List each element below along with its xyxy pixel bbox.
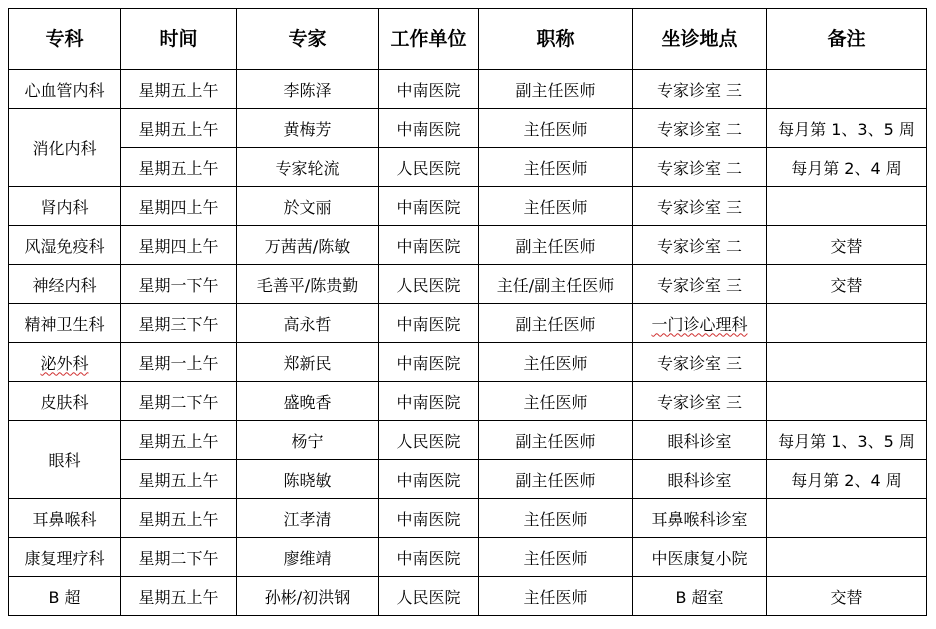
- title-text: 副主任医师: [515, 80, 596, 100]
- expert-text: 於文丽: [283, 197, 332, 217]
- table-row: [9, 109, 927, 148]
- location-text: 专家诊室 三: [656, 392, 743, 412]
- expert-cell: [237, 187, 379, 226]
- unit-text: 中南医院: [396, 119, 461, 139]
- time-text: 星期五上午: [138, 119, 219, 139]
- note-text: 交替: [830, 275, 863, 295]
- dept-cell: [9, 499, 121, 538]
- note-cell: [767, 460, 927, 499]
- time-text: 星期四上午: [138, 236, 219, 256]
- header-time: 时间: [121, 9, 237, 70]
- location-cell: [633, 226, 767, 265]
- title-cell: [479, 304, 633, 343]
- note-text: 每月第 1、3、5 周: [778, 431, 915, 451]
- title-text: 副主任医师: [515, 431, 596, 451]
- title-cell: [479, 421, 633, 460]
- header-title: 职称: [479, 9, 633, 70]
- note-cell: [767, 109, 927, 148]
- table-header: [9, 9, 927, 70]
- title-cell: [479, 109, 633, 148]
- location-text: 眼科诊室: [667, 470, 732, 490]
- expert-clinic-schedule-table: [8, 8, 927, 616]
- expert-text: 陈晓敏: [283, 470, 332, 490]
- time-cell: [121, 70, 237, 109]
- location-text: 一门诊心理科: [651, 314, 748, 334]
- location-cell: [633, 304, 767, 343]
- location-cell: [633, 538, 767, 577]
- dept-label: 消化内科: [32, 139, 97, 158]
- title-text: 副主任医师: [515, 470, 596, 490]
- note-text: 每月第 2、4 周: [791, 158, 902, 178]
- table-row: [9, 499, 927, 538]
- unit-cell: [379, 538, 479, 577]
- location-cell: [633, 421, 767, 460]
- note-text: 交替: [830, 236, 863, 256]
- expert-text: 盛晚香: [283, 392, 332, 412]
- expert-text: 郑新民: [283, 353, 332, 373]
- dept-label: 康复理疗科: [24, 548, 105, 568]
- table-row: [9, 460, 927, 499]
- table-row: [9, 421, 927, 460]
- title-cell: [479, 382, 633, 421]
- unit-cell: [379, 187, 479, 226]
- location-text: 专家诊室 二: [656, 158, 743, 178]
- time-cell: [121, 265, 237, 304]
- expert-text: 专家轮流: [275, 158, 340, 178]
- time-text: 星期五上午: [138, 158, 219, 178]
- expert-cell: [237, 577, 379, 616]
- location-text: B 超室: [675, 587, 724, 607]
- dept-cell: [9, 226, 121, 265]
- unit-text: 中南医院: [396, 353, 461, 373]
- time-cell: [121, 460, 237, 499]
- title-cell: [479, 538, 633, 577]
- location-text: 眼科诊室: [667, 431, 732, 451]
- dept-cell: [9, 577, 121, 616]
- unit-text: 人民医院: [396, 275, 461, 295]
- time-text: 星期三下午: [138, 314, 219, 334]
- unit-text: 中南医院: [396, 314, 461, 334]
- unit-text: 中南医院: [396, 80, 461, 100]
- dept-cell: [9, 265, 121, 304]
- time-cell: [121, 343, 237, 382]
- note-text: 交替: [830, 587, 863, 607]
- title-cell: [479, 265, 633, 304]
- time-text: 星期二下午: [138, 548, 219, 568]
- header-dept: 专科: [9, 9, 121, 70]
- note-cell: [767, 304, 927, 343]
- dept-label: 风湿免疫科: [24, 236, 105, 256]
- table-row: [9, 148, 927, 187]
- header-unit: 工作单位: [379, 9, 479, 70]
- location-text: 专家诊室 三: [656, 197, 743, 217]
- unit-cell: [379, 460, 479, 499]
- unit-text: 中南医院: [396, 548, 461, 568]
- expert-cell: [237, 109, 379, 148]
- location-text: 专家诊室 三: [656, 80, 743, 100]
- dept-cell: [9, 109, 121, 187]
- dept-label: 神经内科: [32, 275, 97, 295]
- location-text: 中医康复小院: [651, 548, 748, 568]
- time-cell: [121, 421, 237, 460]
- dept-label: 心血管内科: [24, 80, 105, 100]
- time-text: 星期五上午: [138, 80, 219, 100]
- title-text: 主任医师: [523, 509, 588, 529]
- expert-cell: [237, 538, 379, 577]
- note-cell: [767, 148, 927, 187]
- note-text: 每月第 1、3、5 周: [778, 119, 915, 139]
- dept-label: B 超: [48, 587, 81, 607]
- expert-cell: [237, 421, 379, 460]
- time-text: 星期五上午: [138, 587, 219, 607]
- note-cell: [767, 499, 927, 538]
- title-text: 主任医师: [523, 548, 588, 568]
- header-location: 坐诊地点: [633, 9, 767, 70]
- unit-text: 中南医院: [396, 470, 461, 490]
- note-cell: [767, 538, 927, 577]
- location-text: 专家诊室 三: [656, 353, 743, 373]
- table-row: [9, 577, 927, 616]
- dept-cell: [9, 421, 121, 499]
- expert-text: 万茜茜/陈敏: [264, 236, 351, 256]
- expert-cell: [237, 148, 379, 187]
- title-text: 副主任医师: [515, 314, 596, 334]
- title-cell: [479, 343, 633, 382]
- dept-cell: [9, 187, 121, 226]
- dept-label: 眼科: [48, 451, 81, 470]
- unit-cell: [379, 109, 479, 148]
- location-cell: [633, 460, 767, 499]
- unit-cell: [379, 265, 479, 304]
- dept-label: 耳鼻喉科: [32, 509, 97, 529]
- title-text: 主任医师: [523, 197, 588, 217]
- location-cell: [633, 265, 767, 304]
- location-cell: [633, 343, 767, 382]
- note-cell: [767, 577, 927, 616]
- dept-cell: [9, 304, 121, 343]
- time-cell: [121, 499, 237, 538]
- title-cell: [479, 577, 633, 616]
- dept-cell: [9, 343, 121, 382]
- time-cell: [121, 304, 237, 343]
- time-cell: [121, 226, 237, 265]
- unit-text: 中南医院: [396, 392, 461, 412]
- unit-text: 人民医院: [396, 431, 461, 451]
- table-body: [9, 70, 927, 616]
- unit-text: 中南医院: [396, 197, 461, 217]
- table-row: [9, 538, 927, 577]
- note-cell: [767, 382, 927, 421]
- title-text: 主任医师: [523, 158, 588, 178]
- expert-text: 李陈泽: [283, 80, 332, 100]
- location-text: 专家诊室 二: [656, 236, 743, 256]
- unit-cell: [379, 148, 479, 187]
- dept-label: 精神卫生科: [24, 314, 105, 334]
- expert-cell: [237, 226, 379, 265]
- table-row: [9, 343, 927, 382]
- header-note: 备注: [767, 9, 927, 70]
- expert-cell: [237, 343, 379, 382]
- location-cell: [633, 577, 767, 616]
- title-cell: [479, 148, 633, 187]
- table-row: [9, 70, 927, 109]
- location-cell: [633, 382, 767, 421]
- dept-cell: [9, 538, 121, 577]
- time-text: 星期五上午: [138, 509, 219, 529]
- title-text: 主任医师: [523, 353, 588, 373]
- expert-cell: [237, 70, 379, 109]
- unit-cell: [379, 499, 479, 538]
- location-text: 专家诊室 三: [656, 275, 743, 295]
- time-text: 星期四上午: [138, 197, 219, 217]
- title-cell: [479, 499, 633, 538]
- note-text: 每月第 2、4 周: [791, 470, 902, 490]
- table-row: [9, 382, 927, 421]
- table-row: [9, 226, 927, 265]
- unit-cell: [379, 70, 479, 109]
- unit-cell: [379, 226, 479, 265]
- note-cell: [767, 226, 927, 265]
- unit-text: 中南医院: [396, 236, 461, 256]
- location-cell: [633, 499, 767, 538]
- time-cell: [121, 577, 237, 616]
- time-text: 星期二下午: [138, 392, 219, 412]
- expert-text: 杨宁: [291, 431, 324, 451]
- location-cell: [633, 187, 767, 226]
- title-text: 主任医师: [523, 587, 588, 607]
- header-row: [9, 9, 927, 70]
- time-text: 星期五上午: [138, 470, 219, 490]
- note-cell: [767, 265, 927, 304]
- time-cell: [121, 187, 237, 226]
- unit-cell: [379, 577, 479, 616]
- unit-cell: [379, 304, 479, 343]
- title-text: 主任/副主任医师: [496, 275, 615, 295]
- time-text: 星期一下午: [138, 275, 219, 295]
- header-expert: 专家: [237, 9, 379, 70]
- location-cell: [633, 109, 767, 148]
- unit-text: 人民医院: [396, 587, 461, 607]
- note-cell: [767, 343, 927, 382]
- time-text: 星期一上午: [138, 353, 219, 373]
- dept-cell: [9, 70, 121, 109]
- time-text: 星期五上午: [138, 431, 219, 451]
- expert-text: 黄梅芳: [283, 119, 332, 139]
- table-row: [9, 187, 927, 226]
- expert-text: 孙彬/初洪钢: [264, 587, 351, 607]
- dept-label: 泌外科: [40, 353, 89, 373]
- unit-cell: [379, 343, 479, 382]
- title-text: 副主任医师: [515, 236, 596, 256]
- time-cell: [121, 109, 237, 148]
- location-cell: [633, 70, 767, 109]
- unit-cell: [379, 382, 479, 421]
- title-cell: [479, 460, 633, 499]
- dept-cell: [9, 382, 121, 421]
- expert-cell: [237, 304, 379, 343]
- expert-cell: [237, 499, 379, 538]
- expert-text: 廖维靖: [283, 548, 332, 568]
- expert-text: 毛善平/陈贵勤: [256, 275, 359, 295]
- title-text: 主任医师: [523, 119, 588, 139]
- title-cell: [479, 226, 633, 265]
- expert-text: 高永哲: [283, 314, 332, 334]
- note-cell: [767, 70, 927, 109]
- expert-cell: [237, 382, 379, 421]
- expert-text: 江孝清: [283, 509, 332, 529]
- time-cell: [121, 538, 237, 577]
- location-cell: [633, 148, 767, 187]
- expert-cell: [237, 265, 379, 304]
- location-text: 专家诊室 二: [656, 119, 743, 139]
- unit-text: 中南医院: [396, 509, 461, 529]
- dept-label: 皮肤科: [40, 392, 89, 412]
- dept-label: 肾内科: [40, 197, 89, 217]
- expert-cell: [237, 460, 379, 499]
- title-cell: [479, 70, 633, 109]
- location-text: 耳鼻喉科诊室: [651, 509, 748, 529]
- title-cell: [479, 187, 633, 226]
- table-row: [9, 265, 927, 304]
- unit-cell: [379, 421, 479, 460]
- unit-text: 人民医院: [396, 158, 461, 178]
- title-text: 主任医师: [523, 392, 588, 412]
- time-cell: [121, 148, 237, 187]
- note-cell: [767, 187, 927, 226]
- time-cell: [121, 382, 237, 421]
- note-cell: [767, 421, 927, 460]
- table-row: [9, 304, 927, 343]
